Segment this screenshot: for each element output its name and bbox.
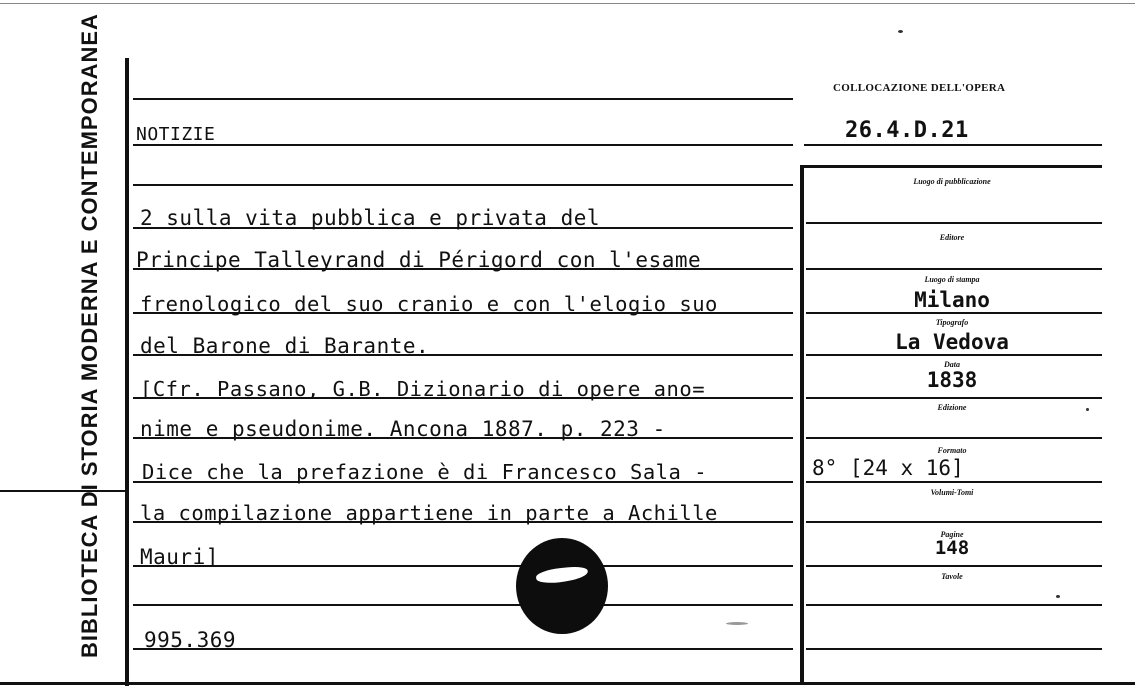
luogo-pubblicazione-label: Luogo di pubblicazione	[913, 177, 991, 186]
tavole-label: Tavole	[941, 572, 963, 581]
rule-line	[133, 604, 793, 606]
shelfmark: 26.4.D.21	[845, 118, 969, 143]
edizione-label: Edizione	[937, 403, 967, 412]
scan-speck	[1056, 595, 1060, 598]
rule-line	[133, 565, 793, 567]
scan-speck	[898, 30, 903, 33]
stamp-highlight	[535, 565, 588, 584]
entry-line: 2 sulla vita pubblica e privata del	[140, 206, 601, 230]
shelfmark-underline	[804, 144, 1102, 146]
panel-rule-line	[806, 437, 1102, 439]
card-bottom-edge	[0, 682, 1135, 685]
entry-line: Mauri]	[140, 545, 219, 569]
rule-line	[133, 98, 793, 100]
panel-rule-line	[806, 268, 1102, 270]
formato-label: Formato	[937, 446, 967, 455]
entry-line: [Cfr. Passano, G.B. Dizionario di opere ano=	[140, 377, 706, 401]
details-panel-left-border	[800, 165, 804, 685]
formato-value: 8° [24 x 16]	[812, 456, 964, 480]
panel-rule-line	[806, 565, 1102, 567]
tipografo-value: La Vedova	[895, 330, 1009, 354]
entry-line: Principe Talleyrand di Périgord con l'esame	[136, 248, 702, 272]
card-top-edge	[0, 3, 1135, 4]
luogo-stampa-value: Milano	[914, 288, 990, 312]
panel-rule-line	[806, 397, 1102, 399]
pagine-label: Pagine	[940, 530, 964, 539]
entry-line: la compilazione appartiene in parte a Achille	[140, 501, 718, 525]
scan-speck	[726, 622, 748, 625]
data-label: Data	[944, 360, 960, 369]
details-panel-top-border	[800, 165, 1102, 168]
luogo-stampa-label: Luogo di stampa	[924, 275, 980, 284]
entry-line: frenologico del suo cranio e con l'elogio suo	[140, 292, 718, 316]
panel-rule-line	[806, 521, 1102, 523]
editore-label: Editore	[939, 233, 965, 242]
tipografo-label: Tipografo	[935, 318, 969, 327]
panel-rule-line	[806, 312, 1102, 314]
panel-rule-line	[806, 604, 1102, 606]
scan-speck	[1086, 408, 1089, 411]
pagine-value: 148	[934, 537, 970, 559]
entry-line: nime e pseudonime. Ancona 1887. p. 223 -	[140, 417, 666, 441]
rule-line	[133, 184, 793, 186]
entry-line: Dice che la prefazione è di Francesco Sala -	[142, 460, 708, 484]
library-stamp	[516, 538, 608, 634]
panel-rule-line	[806, 354, 1102, 356]
volumi-label: Volumi-Tomi	[930, 488, 974, 497]
inventory-number: 995.369	[144, 628, 237, 652]
rule-line	[133, 144, 793, 146]
panel-rule-line	[806, 222, 1102, 224]
entry-line: del Barone di Barante.	[140, 334, 430, 358]
library-label: BIBLIOTECA DI STORIA MODERNA E CONTEMPORANEA	[77, 13, 102, 658]
collocation-heading: COLLOCAZIONE DELL'OPERA	[833, 82, 1006, 94]
panel-rule-line	[806, 648, 1102, 650]
panel-rule-line	[806, 481, 1102, 483]
left-margin-line	[125, 58, 129, 686]
data-value: 1838	[926, 368, 978, 392]
section-heading: NOTIZIE	[136, 124, 216, 145]
